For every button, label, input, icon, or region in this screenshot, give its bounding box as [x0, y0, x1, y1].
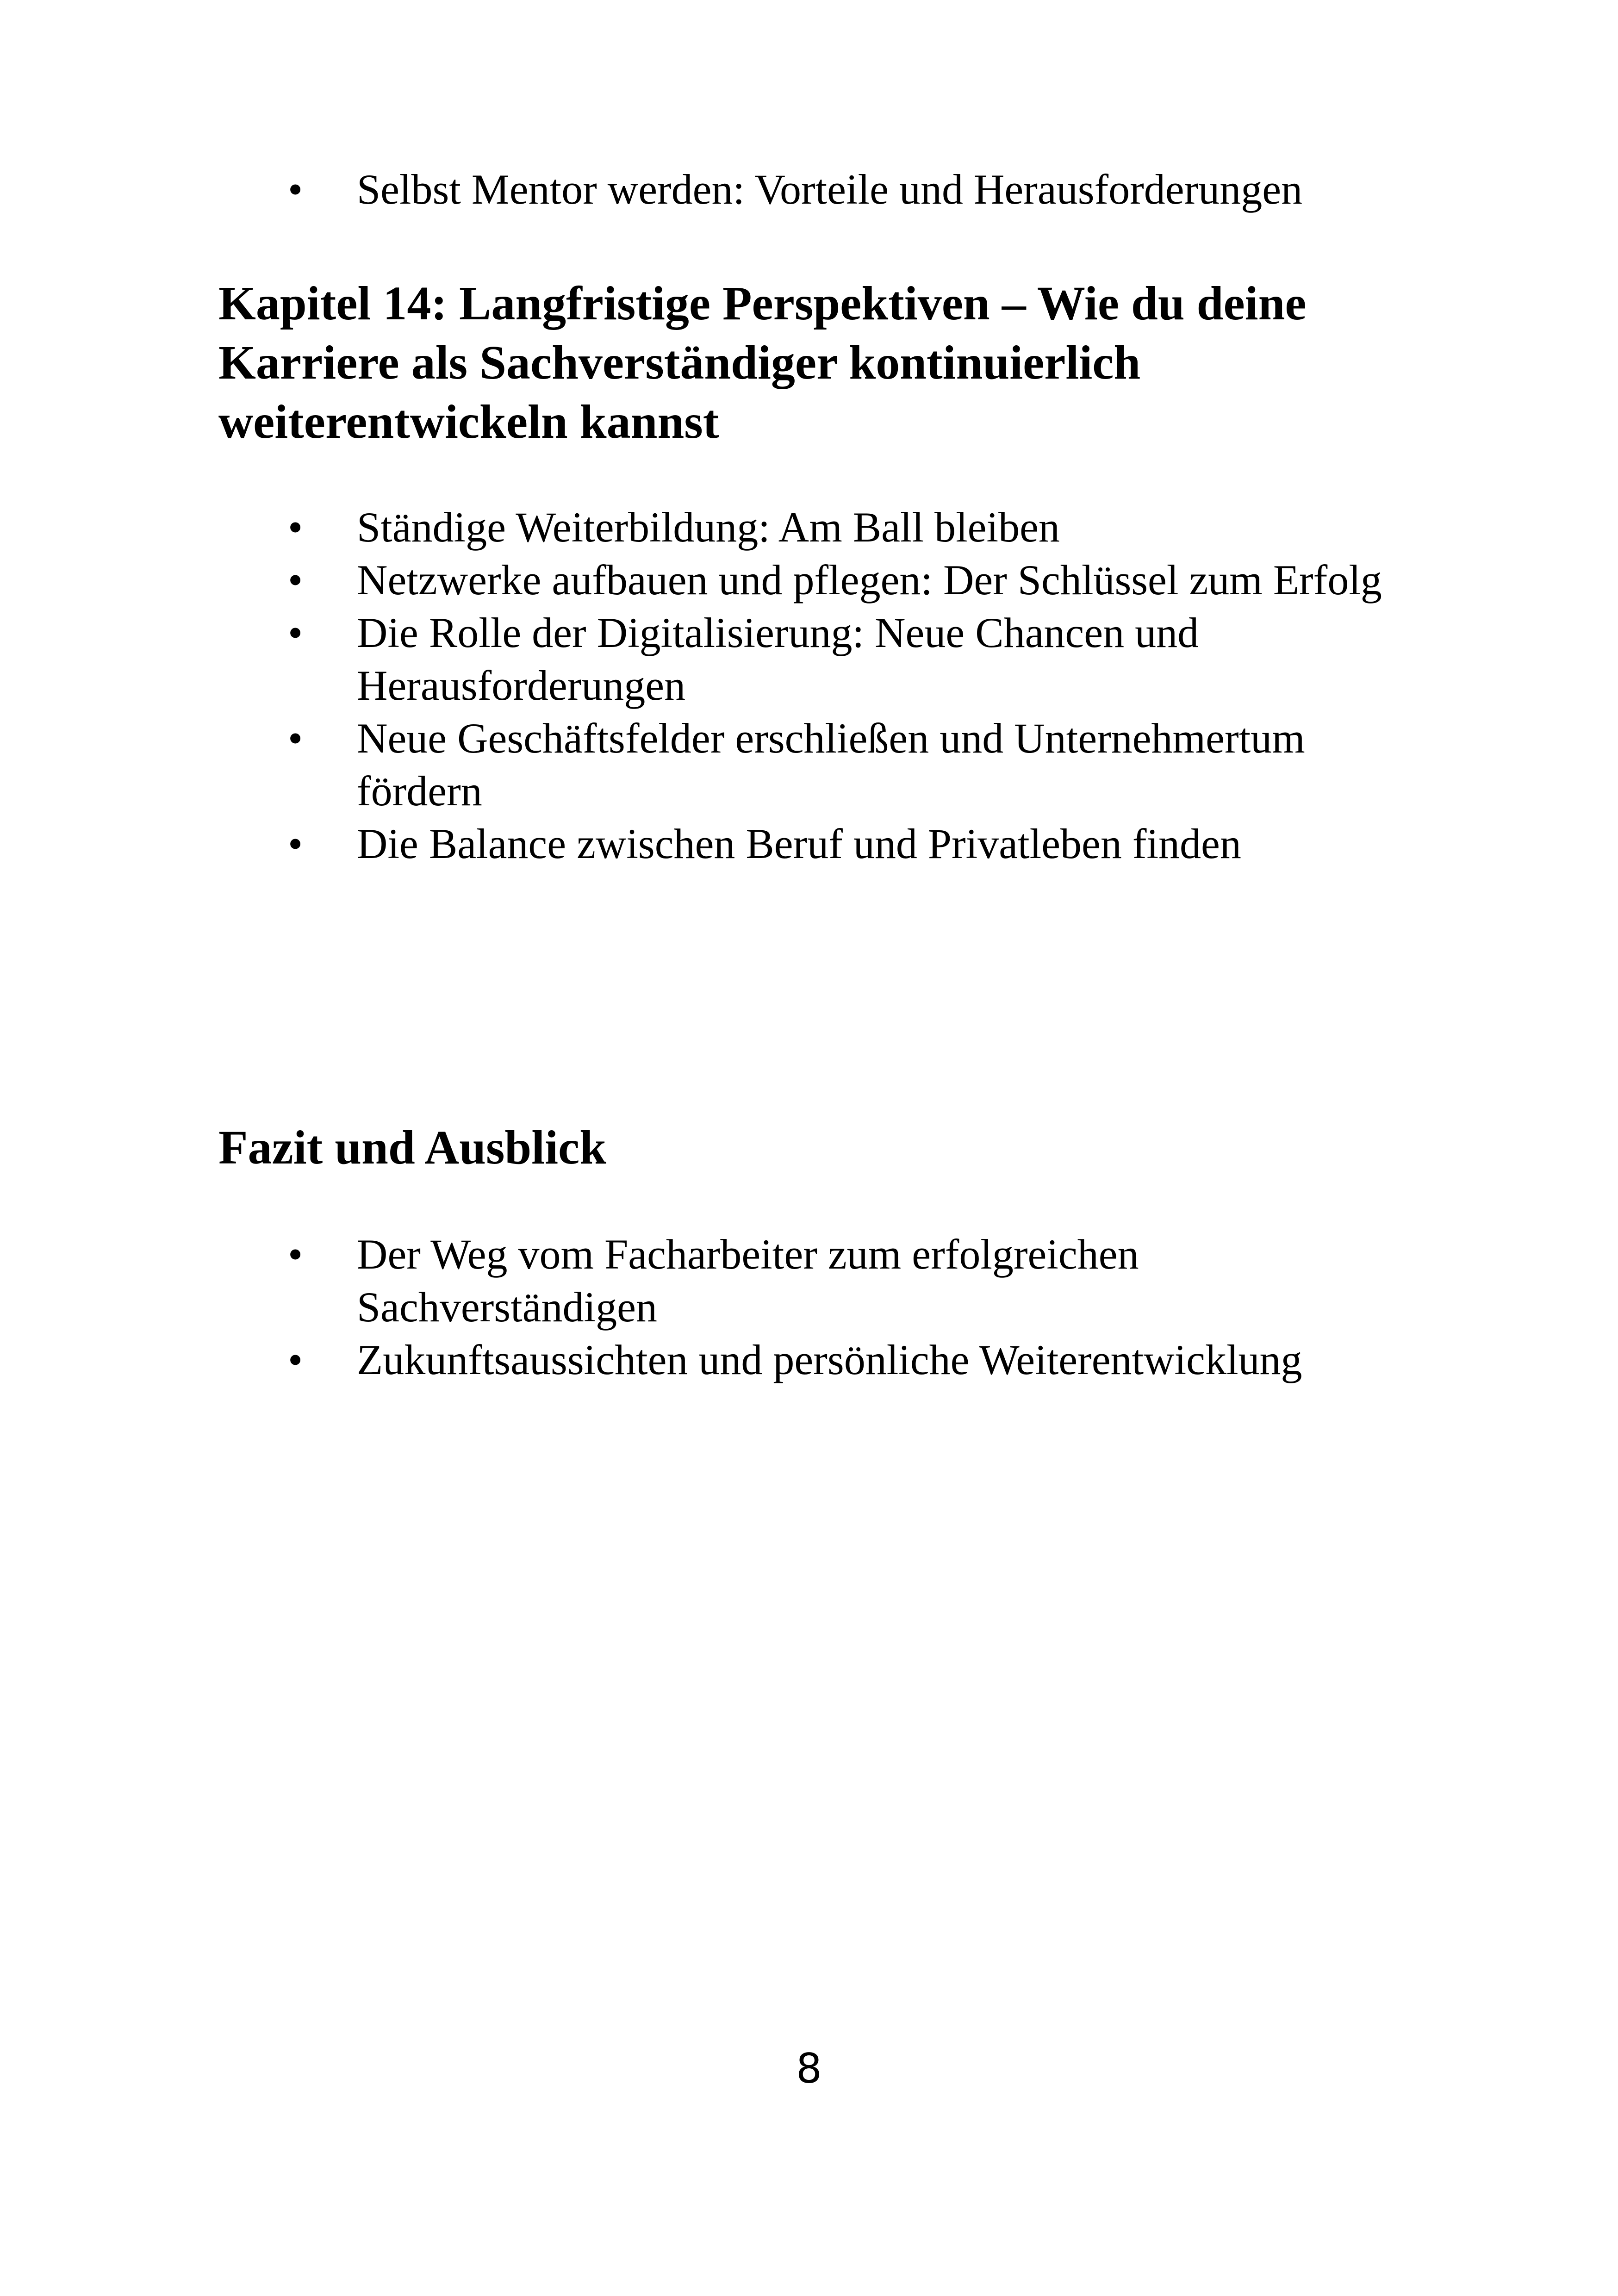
bullet-icon: • — [288, 1231, 303, 1278]
list-item — [0, 501, 1421, 554]
list-item-text: Zukunftsaussichten und persönliche Weiterentwicklung — [357, 1336, 1302, 1383]
chapter-14-heading: Kapitel 14: Langfristige Perspektiven – Wie du deine Karriere als Sachverständiger kontinuierlich weiterentwickeln kannst — [218, 277, 1307, 448]
fazit-heading: Fazit und Ausblick — [218, 1121, 607, 1174]
bullet-icon: • — [288, 1336, 303, 1383]
fazit-list — [0, 1228, 1421, 1386]
list-item-text: Netzwerke aufbauen und pflegen: Der Schlüssel zum Erfolg — [357, 556, 1382, 604]
list-item — [0, 1228, 1421, 1333]
list-item-text: Neue Geschäftsfelder erschließen und Unternehmertum fördern — [357, 715, 1305, 815]
list-item — [0, 163, 1421, 216]
list-item — [0, 712, 1421, 817]
bullet-icon: • — [288, 715, 303, 762]
list-item — [0, 817, 1421, 870]
chapter13-remaining-list — [0, 163, 1421, 216]
bullet-icon: • — [288, 609, 303, 656]
list-item-text: Selbst Mentor werden: Vorteile und Herausforderungen — [357, 166, 1303, 213]
list-item-text: Der Weg vom Facharbeiter zum erfolgreichen Sachverständigen — [357, 1231, 1139, 1331]
page-number: 8 — [796, 2045, 822, 2092]
bullet-icon: • — [288, 556, 303, 604]
list-item-text: Die Balance zwischen Beruf und Privatleben finden — [357, 820, 1241, 867]
bullet-icon: • — [288, 504, 303, 551]
bullet-icon: • — [288, 820, 303, 867]
list-item — [0, 1333, 1421, 1386]
list-item-text: Die Rolle der Digitalisierung: Neue Chancen und Herausforderungen — [357, 609, 1199, 709]
list-item — [0, 606, 1421, 712]
list-item — [0, 554, 1421, 606]
bullet-icon: • — [288, 166, 303, 213]
list-item-text: Ständige Weiterbildung: Am Ball bleiben — [357, 504, 1060, 551]
chapter-14-list — [0, 501, 1421, 870]
